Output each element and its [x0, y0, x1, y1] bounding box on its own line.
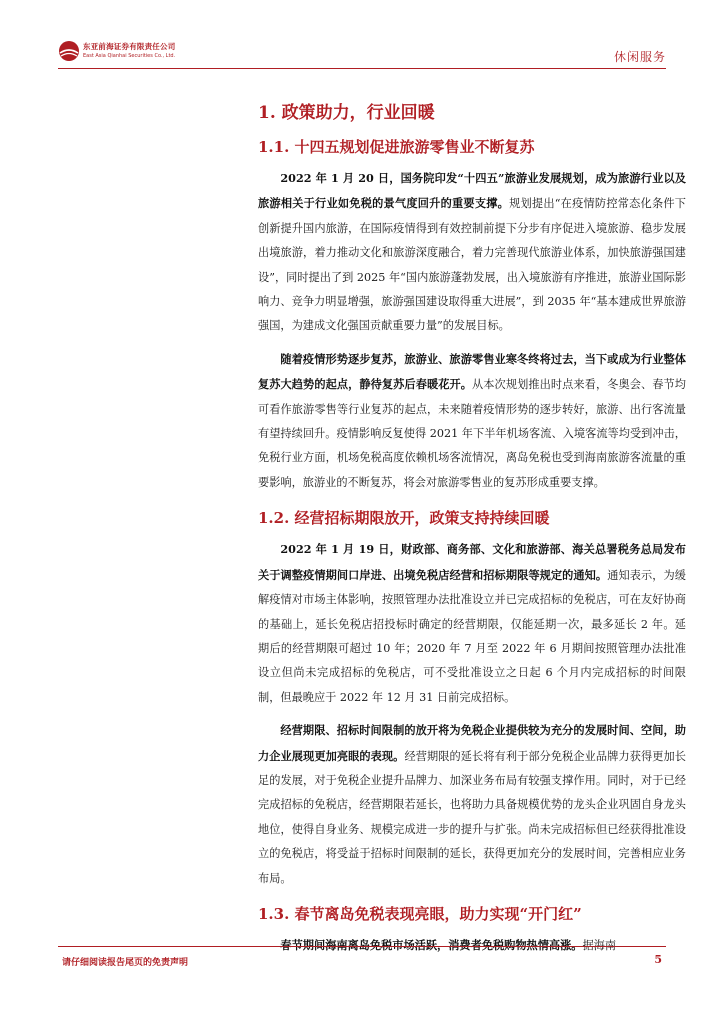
sector-tag: 休闲服务 [613, 50, 666, 64]
page-number: 5 [654, 953, 662, 966]
header-divider [58, 68, 666, 69]
paragraph-lead: 2022 年 1 月 20 日，国务院印发“十四五”旅游业发展规划，成为旅游行业以及旅游相关于行业如免税的景气度回升的重要支撑。 [258, 171, 686, 211]
paragraph-1-1-b [258, 347, 686, 495]
paragraph-1-1-a [258, 166, 686, 339]
paragraph-text: 经营期限的延长将有利于部分免税企业品牌力获得更加长足的发展，对于免税企业提升品牌力、加深业务布局有较强支撑作用。同时，对于已经完成招标的免税店，经营期限若延长，也将助力具备规模优势的龙头企业巩固自身龙头地位，使得自身业务、规模完成进一步的提升与扩张。尚未完成招标但已经获得批准设立的免税店，将受益于招标时间限制的延长，获得更加充分的发展时间，完善相应业务布局。 [258, 749, 686, 885]
subsection-title-1-3: 1.3. 春节离岛免税表现亮眼，助力实现“开门红” [258, 904, 582, 923]
paragraph-lead: 春节期间海南离岛免税市场活跃，消费者免税购物热情高涨。 [280, 937, 583, 952]
report-body [258, 92, 686, 966]
company-logo-icon [58, 40, 80, 62]
paragraph-text: 通知表示，为缓解疫情对市场主体影响，按照管理办法批准设立并已完成招标的免税店，可在友好协商的基础上，延长免税店招投标时确定的经营期限，仅能延期一次，最多延长 2 年。延期后的经营期限可超过 10 年；2020 年 7 月至 2022 年 6 月期间按照管理办法批准设立但尚未完成招标的免税店，可不受批准设立之日起 6 个月内完成招标的时间限制，但最晚应于 2022 年 12 月 31 日前完成招标。 [258, 568, 686, 704]
paragraph-lead: 经营期限、招标时间限制的放开将为免税企业提供较为充分的发展时间、空间，助力企业展现更加亮眼的表现。 [258, 723, 686, 763]
paragraph-1-2-b [258, 718, 686, 891]
page-header [0, 0, 724, 80]
paragraph-text: 据海南 [582, 938, 617, 952]
paragraph-text: 规划提出“在疫情防控常态化条件下创新提升国内旅游，在国际疫情得到有效控制前提下分步有序促进入境旅游、稳步发展出境旅游，着力推动文化和旅游深度融合，着力完善现代旅游业体系，加快旅游强国建设”，同时提出了到 2025 年“国内旅游蓬勃发展，出入境旅游有序推进，旅游业国际影响力、竞争力明显增强，旅游强国建设取得重大进展”，到 2035 年“基本建成世界旅游强国，为建成文化强国贡献重要力量”的发展目标。 [258, 197, 686, 333]
subsection-title-1-1: 1.1. 十四五规划促进旅游零售业不断复苏 [258, 138, 535, 156]
footer-divider [58, 946, 666, 947]
company-name-cn: 东亚前海证券有限责任公司 [83, 42, 176, 51]
paragraph-lead: 2022 年 1 月 19 日，财政部、商务部、文化和旅游部、海关总署税务总局发布关于调整疫情期间口岸进、出境免税店经营和招标期限等规定的通知。 [258, 542, 686, 582]
paragraph-text: 从本次规划推出时点来看，冬奥会、春节均可看作旅游零售等行业复苏的起点，未来随着疫情形势的逐步转好，旅游、出行客流量有望持续回升。疫情影响反复使得 2021 年下半年机场客流、入境客流等均受到冲击，免税行业方面，机场免税高度依赖机场客流情况，离岛免税也受到海南旅游客流量的重要影响，旅游业的不断复苏，将会对旅游零售业的复苏形成重要支撑。 [258, 378, 686, 489]
paragraph-lead: 随着疫情形势逐步复苏，旅游业、旅游零售业寒冬终将过去，当下或成为行业整体复苏大趋势的起点，静待复苏后春暖花开。 [258, 351, 686, 392]
paragraph-1-2-a [258, 537, 686, 710]
subsection-title-1-2: 1.2. 经营招标期限放开，政策支持持续回暖 [258, 509, 550, 528]
disclaimer-note: 请仔细阅读报告尾页的免责声明 [62, 958, 189, 968]
section-title-1: 1. 政策助力，行业回暖 [258, 103, 435, 123]
company-name-en: East Asia Qianhai Securities Co., Ltd. [83, 53, 176, 59]
